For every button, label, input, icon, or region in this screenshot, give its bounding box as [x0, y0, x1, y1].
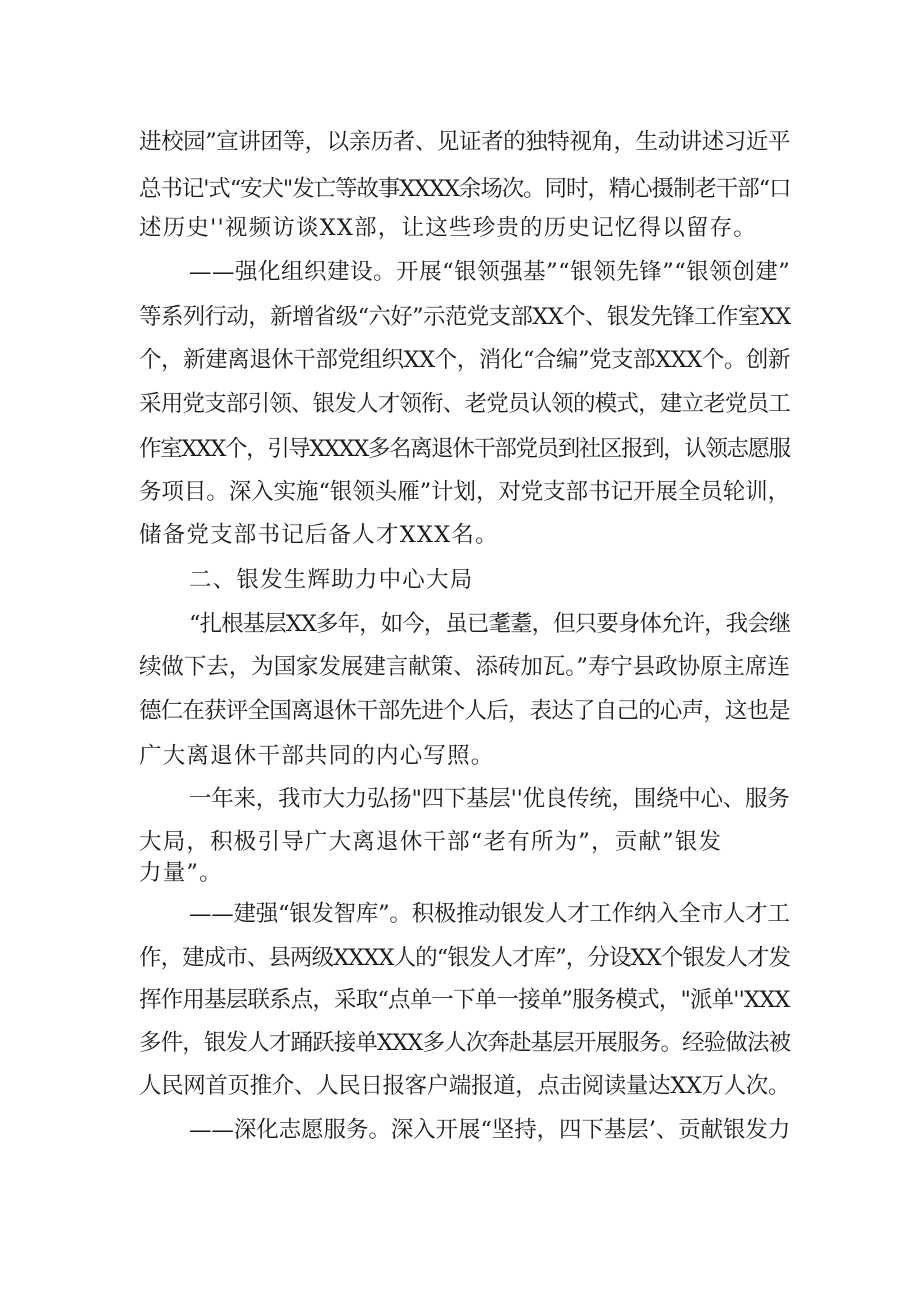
text-line: 力量”。: [139, 860, 223, 886]
text-line: 多件，银发人才踊跃接单XXX多人次奔赴基层开展服务。经验做法被: [139, 1030, 791, 1056]
text-line: “扎根基层XX多年，如今，虽已耄耋，但只要身体允许，我会继: [189, 611, 791, 637]
text-line: 作，建成市、县两级XXXX人的“银发人才库”，分设XX个银发人才发: [139, 945, 791, 971]
text-line: ——建强“银发智库”。积极推动银发人才工作纳入全市人才工: [189, 901, 790, 927]
text-line: 一年来，我市大力弘扬"四下基层''优良传统，围绕中心、服务: [189, 786, 790, 812]
text-line: 广大离退休干部共同的内心写照。: [139, 743, 495, 769]
text-line: 等系列行动，新增省级“六好”示范党支部XX个、银发先锋工作室XX: [139, 304, 791, 330]
text-line: 续做下去，为国家发展建言献策、添砖加瓦。”寿宁县政协原主席连: [139, 654, 790, 680]
text-line: 总书记'式“安犬"发亡等故事XXXX余场次。同时，精心摄制老干部“口: [139, 176, 791, 202]
text-line: 述历史''视频访谈XX部，让这些珍贵的历史记忆得以留存。: [139, 215, 758, 241]
text-line: 德仁在获评全国离退休干部先进个人后，表达了自己的心声，这也是: [139, 698, 791, 724]
text-line: 挥作用基层联系点，采取“点单一下单一接单”服务模式，"派单''XXX: [139, 987, 790, 1013]
text-line: 采用党支部引领、银发人才领衔、老党员认领的模式，建立老党员工: [139, 391, 791, 417]
text-line: 进校园”宣讲团等，以亲历者、见证者的独特视角，生动讲述习近平: [139, 129, 791, 155]
section-heading: 二、银发生辉助力中心大局: [189, 567, 474, 593]
text-line: 个，新建离退休干部党组织XX个，消化“合编”党支部XXX个。创新: [139, 347, 790, 373]
text-line: 储备党支部书记后备人才XXX名。: [139, 522, 499, 548]
text-line: 人民网首页推介、人民日报客户端报道，点击阅读量达XX万人次。: [139, 1073, 791, 1099]
text-line: ——深化志愿服务。深入开展“坚持，四下基层’、贡献银发力: [189, 1117, 791, 1143]
text-line: 务项目。深入实施“银领头雁”计划，对党支部书记开展全员轮训，: [139, 479, 791, 505]
text-line: 大局，积极引导广大离退休干部“老有所为”，贡献”银发: [139, 829, 723, 855]
text-line: 作室XXX个，引导XXXX多名离退休干部党员到社区报到，认领志愿服: [139, 436, 790, 462]
text-line: ——强化组织建设。开展“银领强基”“银领先锋”“银领创建”: [189, 259, 791, 285]
